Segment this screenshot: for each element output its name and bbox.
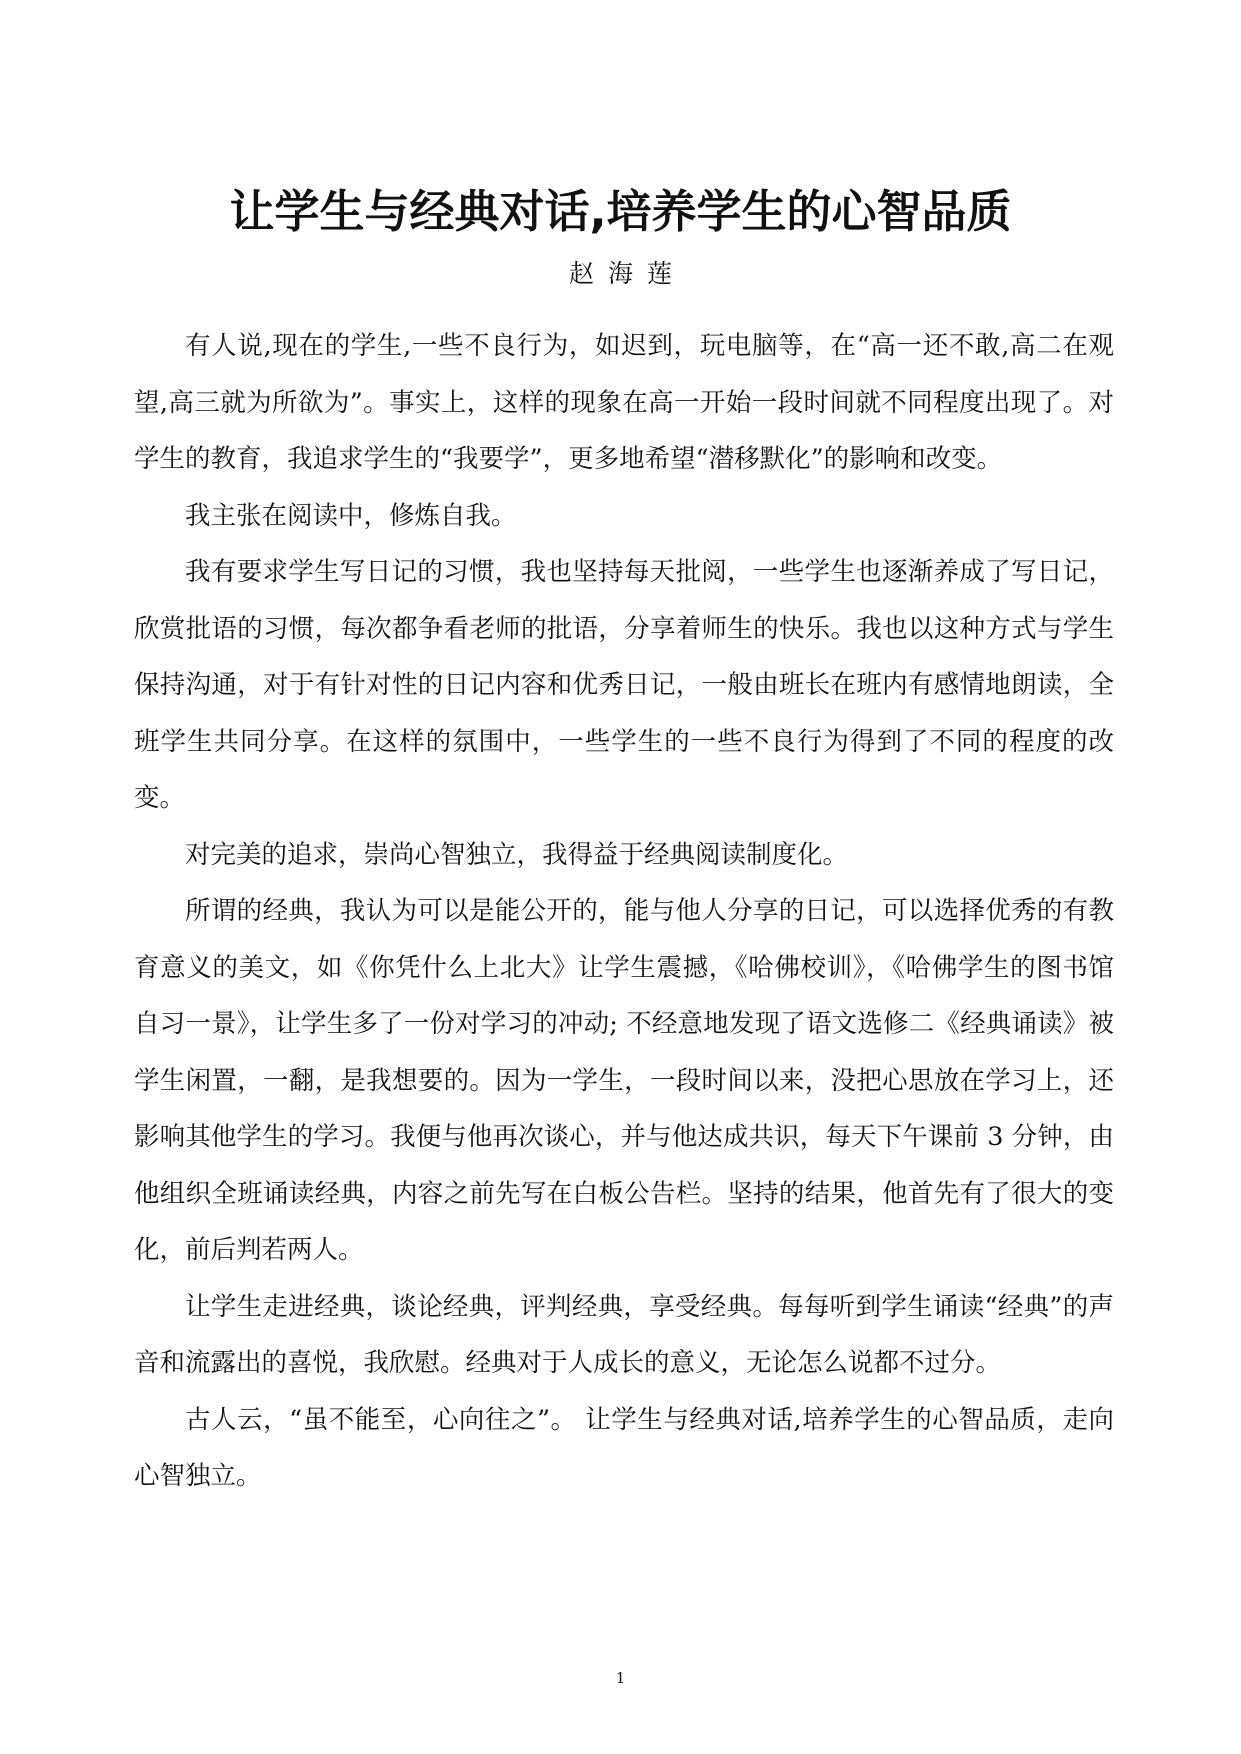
paragraph: 对完美的追求，崇尚心智独立，我得益于经典阅读制度化。 [185, 839, 849, 870]
author-name: 赵海莲 [568, 259, 686, 288]
paragraph: 我主张在阅读中，修炼自我。 [185, 500, 517, 531]
document-body [134, 318, 1114, 1505]
document-title: 让学生与经典对话,培养学生的心智品质 [229, 185, 1012, 238]
page-number: 1 [615, 1669, 626, 1687]
paragraph: 古人云，“虽不能至，心向往之”。 让学生与经典对话,培养学生的心智品质，走向心智独立。 [134, 1404, 1114, 1491]
paragraph: 我有要求学生写日记的习惯，我也坚持每天批阅，一些学生也逐渐养成了写日记，欣赏批语的习惯，每次都争看老师的批语，分享着师生的快乐。我也以这种方式与学生保持沟通，对于有针对性的日记内容和优秀日记，一般由班长在班内有感情地朗读，全班学生共同分享。在这样的氛围中，一些学生的一些不良行为得到了不同的程度的改变。 [134, 557, 1114, 813]
paragraph: 有人说,现在的学生,一些不良行为，如迟到，玩电脑等，在“高一还不敢,高二在观望,高三就为所欲为”。事实上，这样的现象在高一开始一段时间就不同程度出现了。对学生的教育，我追求学生的“我要学”，更多地希望“潜移默化”的影响和改变。 [134, 331, 1114, 474]
paragraph: 让学生走进经典，谈论经典，评判经典，享受经典。每每听到学生诵读“经典”的声音和流露出的喜悦，我欣慰。经典对于人成长的意义，无论怎么说都不过分。 [134, 1291, 1114, 1378]
paragraph: 所谓的经典，我认为可以是能公开的，能与他人分享的日记，可以选择优秀的有教育意义的美文，如《你凭什么上北大》让学生震撼，《哈佛校训》，《哈佛学生的图书馆自习一景》，让学生多了一份对学习的冲动; 不经意地发现了语文选修二《经典诵读》被学生闲置，一翻，是我想要的。因为一学生，一段时间以来，没把心思放在学习上，还影响其他学生的学习。我便与他再次谈心，并与他达成共识，每天下午课前 3 分钟，由他组织全班诵读经典，内容之前先写在白板公告栏。坚持的结果，他首先有了很大的变化，前后判若两人。 [134, 896, 1114, 1265]
